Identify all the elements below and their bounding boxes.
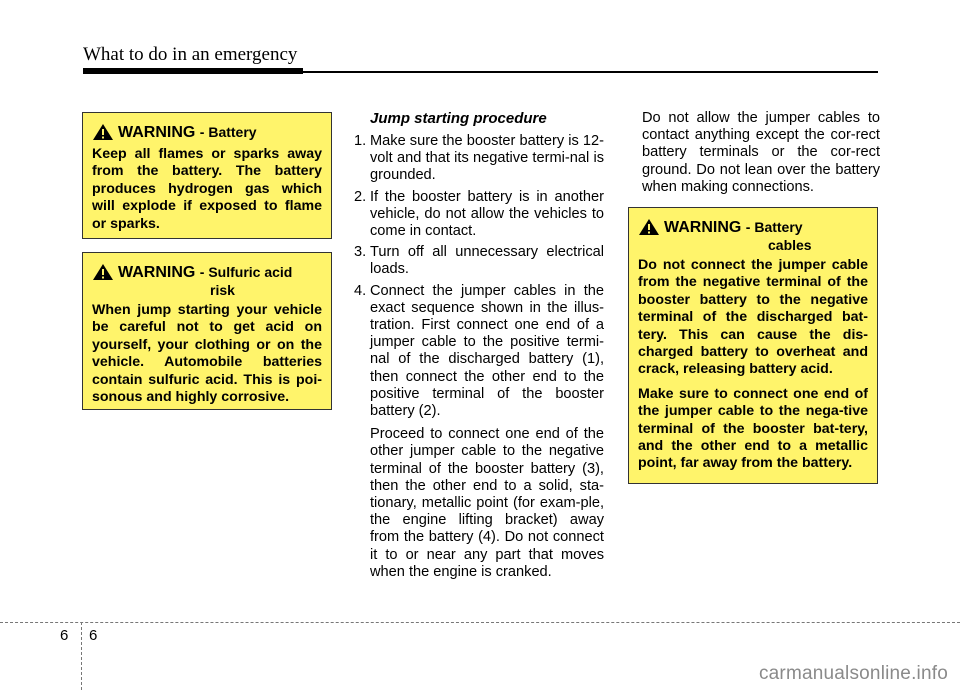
- chapter-number: 6: [60, 627, 69, 644]
- header-title: What to do in an emergency: [83, 44, 298, 65]
- step-number: 2.: [354, 188, 367, 205]
- header-rule: [83, 68, 878, 76]
- warning-title-row: [92, 263, 322, 298]
- warning-label: WARNING: [118, 264, 196, 281]
- procedure-step: [354, 283, 604, 581]
- warning-subtitle: - Battery: [745, 219, 803, 235]
- procedure-step: [354, 133, 604, 185]
- warning-label: WARNING: [118, 124, 196, 141]
- step-number: 3.: [354, 244, 367, 261]
- warning-triangle-icon: [92, 263, 114, 281]
- step-text-continued: Proceed to connect one end of the other jumper cable to the negative terminal of the booster battery (3), then the other end to a solid, sta-tionary, metallic point (for exam-ple, the engine lifting bracket) away from the battery (4). Do not connect it to or near any part that moves when the engine is cranked.: [370, 426, 604, 580]
- step-text: If the booster battery is in another vehicle, do not allow the vehicles to come in contact.: [370, 188, 604, 240]
- step-text: Turn off all unnecessary electrical loads.: [370, 244, 604, 278]
- warning-title-row: [92, 123, 322, 142]
- page-number: 6: [89, 627, 98, 644]
- procedure-step: [354, 189, 604, 241]
- warning-triangle-icon: [638, 218, 660, 236]
- warning-subtitle: - Sulfuric acid: [199, 264, 293, 280]
- header-rule-thin: [303, 71, 878, 73]
- footer-rule: [0, 622, 960, 623]
- warning-triangle-icon: [92, 123, 114, 141]
- procedure-title: Jump starting procedure: [370, 110, 547, 127]
- step-text: Connect the jumper cables in the exact sequence shown in the illus-tration. First connect one end of a jumper cable to the positive termi-nal of the discharged battery (1), then connect the other end to the positive terminal of the booster battery (2).: [370, 282, 604, 420]
- step-text: Make sure the booster battery is 12-volt and that its negative termi-nal is grounded.: [370, 133, 604, 184]
- header-rule-thick: [83, 68, 303, 74]
- warning-box-sulfuric-acid: [82, 252, 332, 410]
- warning-body: Make sure to connect one end of the jumper cable to the nega-tive terminal of the booster bat-tery, and the other end to a metallic point, far away from the battery.: [638, 385, 868, 472]
- warning-title-row: [638, 218, 868, 253]
- step-number: 1.: [354, 133, 367, 149]
- cable-contact-note: Do not allow the jumper cables to contact anything except the cor-rect battery terminals or the cor-rect ground. Do not lean over the battery when making connections.: [642, 110, 880, 195]
- watermark: carmanualsonline.info: [758, 663, 948, 684]
- warning-box-battery: [82, 112, 332, 239]
- warning-subtitle-cont: cables: [768, 237, 812, 253]
- warning-body: Keep all flames or sparks away from the battery. The battery produces hydrogen gas which will explode if exposed to flame or sparks.: [92, 146, 322, 232]
- warning-body: When jump starting your vehicle be careful not to get acid on yourself, your clothing or on the vehicle. Automobile batteries contain sulfuric acid. This is poi-sonous and highly corrosive.: [92, 302, 322, 406]
- procedure-steps: [354, 133, 604, 585]
- warning-body: Do not connect the jumper cable from the negative terminal of the booster battery to the negative terminal of the discharged bat-tery. This can cause the dis-charged battery to overheat and crack, releasing battery acid.: [638, 257, 868, 378]
- step-number: 4.: [354, 282, 367, 299]
- footer-divider: [81, 622, 82, 690]
- warning-label: WARNING: [664, 219, 742, 236]
- warning-subtitle-cont: risk: [210, 282, 235, 298]
- warning-box-battery-cables: [628, 207, 878, 484]
- procedure-step: [354, 244, 604, 278]
- warning-subtitle: - Battery: [199, 124, 257, 140]
